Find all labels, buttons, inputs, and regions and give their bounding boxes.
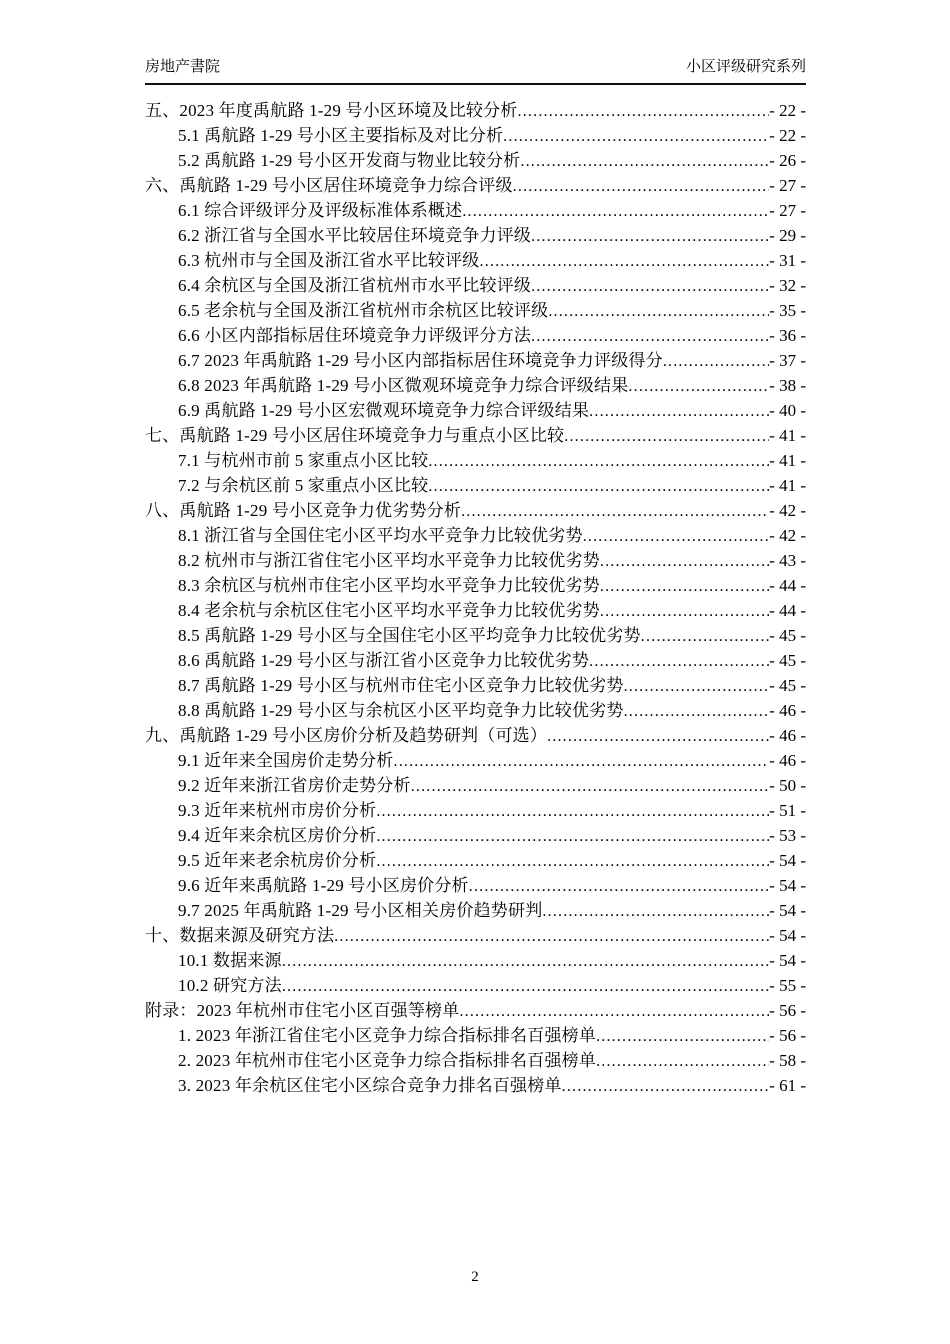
dot-leader [334,924,769,949]
dot-leader [459,999,769,1024]
toc-entry-page: - 31 - [769,251,806,270]
toc-entry-title: 8.2 杭州市与浙江省住宅小区平均水平竞争力比较优劣势 [178,551,600,570]
toc-entry-page: - 44 - [769,601,806,620]
toc-entry-page: - 56 - [769,1001,806,1020]
toc-entry-title: 3. 2023 年余杭区住宅小区综合竞争力排名百强榜单 [178,1076,562,1095]
dot-leader [282,974,769,999]
dot-leader [624,674,770,699]
toc-entry [145,473,806,498]
toc-entry-title: 十、数据来源及研究方法 [145,926,335,945]
toc-entry-title: 6.6 小区内部指标居住环境竞争力评级评分方法 [178,326,532,345]
toc-entry-title: 8.6 禹航路 1-29 号小区与浙江省小区竞争力比较优劣势 [178,651,590,670]
toc-entry [145,998,806,1023]
toc-entry-title: 九、禹航路 1-29 号小区房价分析及趋势研判（可选） [145,726,548,745]
toc-entry [145,498,806,523]
toc-entry [145,873,806,898]
dot-leader [376,849,769,874]
toc-entry-title: 8.7 禹航路 1-29 号小区与杭州市住宅小区竞争力比较优劣势 [178,676,624,695]
toc-entry-page: - 46 - [769,751,806,770]
table-of-contents [145,98,806,1098]
toc-entry-title: 6.3 杭州市与全国及浙江省水平比较评级 [178,251,480,270]
dot-leader [600,574,769,599]
toc-entry-page: - 46 - [769,726,806,745]
toc-entry-page: - 37 - [769,351,806,370]
toc-entry-page: - 29 - [769,226,806,245]
dot-leader [520,149,769,174]
toc-entry-title: 6.2 浙江省与全国水平比较居住环境竞争力评级 [178,226,532,245]
toc-entry [145,773,806,798]
dot-leader [376,799,769,824]
dot-leader [663,349,769,374]
toc-entry-title: 9.5 近年来老余杭房价分析 [178,851,377,870]
dot-leader [641,624,769,649]
toc-entry-title: 7.2 与余杭区前 5 家重点小区比较 [178,476,429,495]
toc-entry-page: - 42 - [769,526,806,545]
dot-leader [428,449,769,474]
toc-entry-title: 2. 2023 年杭州市住宅小区竞争力综合指标排名百强榜单 [178,1051,597,1070]
toc-entry-page: - 32 - [769,276,806,295]
dot-leader [394,749,770,774]
toc-entry-page: - 45 - [769,676,806,695]
dot-leader [589,399,769,424]
dot-leader [480,249,770,274]
toc-entry-page: - 35 - [769,301,806,320]
toc-entry-page: - 41 - [769,426,806,445]
dot-leader [469,874,769,899]
toc-entry-page: - 36 - [769,326,806,345]
page-number: 2 [471,1269,479,1285]
dot-leader [596,1049,769,1074]
toc-entry [145,623,806,648]
dot-leader [503,124,769,149]
toc-entry-title: 9.2 近年来浙江省房价走势分析 [178,776,411,795]
toc-entry [145,398,806,423]
toc-entry [145,748,806,773]
header-right-text: 小区评级研究系列 [685,58,806,75]
toc-entry-page: - 46 - [769,701,806,720]
dot-leader [461,499,769,524]
toc-entry [145,898,806,923]
toc-entry [145,223,806,248]
toc-entry-title: 5.2 禹航路 1-29 号小区开发商与物业比较分析 [178,151,521,170]
toc-entry-title: 六、禹航路 1-29 号小区居住环境竞争力综合评级 [145,176,513,195]
toc-entry [145,98,806,123]
toc-entry-page: - 41 - [769,476,806,495]
toc-entry-page: - 42 - [769,501,806,520]
toc-entry [145,148,806,173]
toc-entry-page: - 26 - [769,151,806,170]
toc-entry-page: - 51 - [769,801,806,820]
toc-entry-page: - 40 - [769,401,806,420]
dot-leader [600,599,769,624]
toc-entry [145,923,806,948]
toc-entry [145,698,806,723]
dot-leader [376,824,769,849]
toc-entry [145,573,806,598]
toc-entry-page: - 54 - [769,851,806,870]
toc-entry-page: - 43 - [769,551,806,570]
toc-entry-page: - 53 - [769,826,806,845]
toc-entry-page: - 41 - [769,451,806,470]
toc-entry [145,648,806,673]
toc-entry-page: - 56 - [769,1026,806,1045]
toc-entry-page: - 22 - [769,126,806,145]
dot-leader [513,174,770,199]
toc-entry [145,523,806,548]
toc-entry-title: 6.1 综合评级评分及评级标准体系概述 [178,201,463,220]
toc-entry-title: 5.1 禹航路 1-29 号小区主要指标及对比分析 [178,126,504,145]
toc-entry [145,273,806,298]
toc-entry-page: - 54 - [769,926,806,945]
toc-entry [145,1023,806,1048]
toc-entry-title: 9.1 近年来全国房价走势分析 [178,751,394,770]
toc-entry [145,448,806,473]
dot-leader [411,774,769,799]
dot-leader [600,549,769,574]
toc-entry-title: 8.5 禹航路 1-29 号小区与全国住宅小区平均竞争力比较优劣势 [178,626,641,645]
toc-entry-page: - 44 - [769,576,806,595]
toc-entry [145,198,806,223]
dot-leader [518,99,770,124]
dot-leader [589,649,769,674]
dot-leader [531,224,769,249]
toc-entry-page: - 45 - [769,651,806,670]
toc-entry-page: - 27 - [769,176,806,195]
dot-leader [564,424,769,449]
toc-entry [145,173,806,198]
toc-entry [145,423,806,448]
toc-entry [145,798,806,823]
dot-leader [282,949,769,974]
dot-leader [531,274,769,299]
toc-entry [145,373,806,398]
toc-entry-title: 7.1 与杭州市前 5 家重点小区比较 [178,451,429,470]
toc-entry [145,298,806,323]
dot-leader [462,199,769,224]
toc-entry-page: - 54 - [769,951,806,970]
dot-leader [531,324,769,349]
page-content [145,0,806,1098]
toc-entry-title: 9.7 2025 年禹航路 1-29 号小区相关房价趋势研判 [178,901,543,920]
toc-entry [145,973,806,998]
toc-entry-title: 8.3 余杭区与杭州市住宅小区平均水平竞争力比较优劣势 [178,576,600,595]
toc-entry-title: 6.4 余杭区与全国及浙江省杭州市水平比较评级 [178,276,532,295]
toc-entry-title: 6.7 2023 年禹航路 1-29 号小区内部指标居住环境竞争力评级得分 [178,351,663,370]
toc-entry-page: - 54 - [769,876,806,895]
toc-entry [145,123,806,148]
dot-leader [596,1024,769,1049]
toc-entry-title: 10.2 研究方法 [178,976,282,995]
toc-entry [145,823,806,848]
toc-entry [145,548,806,573]
dot-leader [628,374,769,399]
toc-entry-title: 附录：2023 年杭州市住宅小区百强等榜单 [145,1001,460,1020]
toc-entry [145,323,806,348]
toc-entry-page: - 38 - [769,376,806,395]
toc-entry-page: - 45 - [769,626,806,645]
toc-entry-title: 6.8 2023 年禹航路 1-29 号小区微观环境竞争力综合评级结果 [178,376,629,395]
toc-entry-title: 9.3 近年来杭州市房价分析 [178,801,377,820]
dot-leader [547,724,769,749]
toc-entry-title: 五、2023 年度禹航路 1-29 号小区环境及比较分析 [145,101,518,120]
toc-entry [145,723,806,748]
toc-entry [145,1048,806,1073]
toc-entry [145,1073,806,1098]
toc-entry-title: 8.1 浙江省与全国住宅小区平均水平竞争力比较优劣势 [178,526,583,545]
toc-entry-page: - 61 - [769,1076,806,1095]
toc-entry-page: - 50 - [769,776,806,795]
toc-entry-page: - 55 - [769,976,806,995]
toc-entry-title: 8.8 禹航路 1-29 号小区与余杭区小区平均竞争力比较优劣势 [178,701,624,720]
toc-entry-title: 9.4 近年来余杭区房价分析 [178,826,377,845]
toc-entry-page: - 22 - [769,101,806,120]
toc-entry-title: 七、禹航路 1-29 号小区居住环境竞争力与重点小区比较 [145,426,565,445]
toc-entry-title: 8.4 老余杭与余杭区住宅小区平均水平竞争力比较优劣势 [178,601,600,620]
page-header [145,0,806,85]
toc-entry [145,848,806,873]
toc-entry [145,248,806,273]
dot-leader [542,899,769,924]
page-footer [0,1269,950,1286]
toc-entry-title: 9.6 近年来禹航路 1-29 号小区房价分析 [178,876,469,895]
dot-leader [624,699,770,724]
toc-entry-title: 6.5 老余杭与全国及浙江省杭州市余杭区比较评级 [178,301,549,320]
dot-leader [562,1074,770,1099]
toc-entry-title: 6.9 禹航路 1-29 号小区宏微观环境竞争力综合评级结果 [178,401,590,420]
toc-entry [145,948,806,973]
toc-entry-page: - 27 - [769,201,806,220]
dot-leader [583,524,769,549]
toc-entry [145,673,806,698]
toc-entry [145,598,806,623]
dot-leader [548,299,769,324]
header-left-text: 房地产書院 [145,58,221,75]
dot-leader [428,474,769,499]
toc-entry-title: 1. 2023 年浙江省住宅小区竞争力综合指标排名百强榜单 [178,1026,597,1045]
toc-entry [145,348,806,373]
toc-entry-page: - 54 - [769,901,806,920]
toc-entry-page: - 58 - [769,1051,806,1070]
toc-entry-title: 10.1 数据来源 [178,951,282,970]
toc-entry-title: 八、禹航路 1-29 号小区竞争力优劣势分析 [145,501,462,520]
